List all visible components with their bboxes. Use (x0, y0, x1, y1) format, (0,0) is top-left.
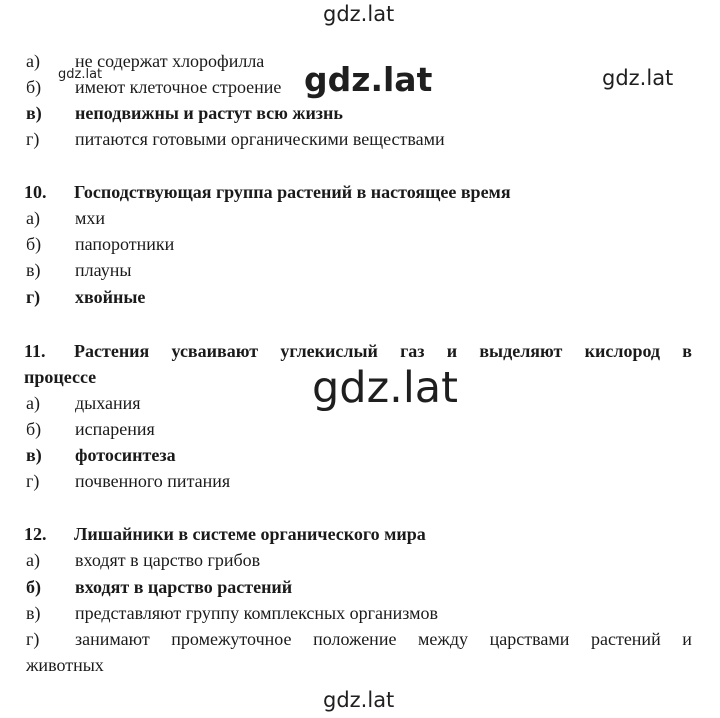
watermark-large: gdz.lat (304, 60, 433, 99)
option-letter: а) (26, 393, 40, 413)
option-letter: г) (26, 129, 40, 149)
option-word: царствами (489, 629, 570, 649)
option-word: положение (313, 629, 397, 649)
question-text: Господствующая группа растений в настоящее время (74, 182, 511, 202)
question-word: газ (400, 341, 425, 361)
option-letter: б) (26, 234, 42, 254)
option-letter: а) (26, 550, 40, 570)
option-d-words (75, 626, 692, 652)
question-number: 12. (24, 524, 47, 544)
option-text: папоротники (75, 234, 175, 254)
option-text: фотосинтеза (75, 445, 176, 465)
option-word: между (418, 629, 469, 649)
q12-option-d (26, 626, 692, 652)
option-word: и (682, 629, 692, 649)
option-text: почвенного питания (75, 471, 231, 491)
option-word: растений (590, 629, 661, 649)
option-text: хвойные (75, 287, 146, 307)
option-text: имеют клеточное строение (75, 77, 282, 97)
q12-option-d-continuation: животных (26, 655, 104, 675)
option-text: не содержат хлорофилла (75, 51, 265, 71)
question-word: в (682, 341, 692, 361)
option-letter: б) (26, 577, 41, 597)
option-text: плауны (75, 260, 132, 280)
option-letter: в) (26, 260, 41, 280)
option-letter: в) (26, 603, 41, 623)
question-word: кислород (584, 341, 661, 361)
question-11-line-1 (24, 338, 692, 364)
option-letter: в) (26, 103, 42, 123)
option-letter: б) (26, 77, 42, 97)
option-text: входят в царство грибов (75, 550, 261, 570)
question-word: и (446, 341, 458, 361)
option-text: испарения (75, 419, 155, 439)
watermark-small: gdz.lat (58, 67, 103, 82)
option-letter: г) (26, 287, 41, 307)
option-text: мхи (75, 208, 106, 228)
option-letter: б) (26, 419, 42, 439)
watermark-bottom: gdz.lat (323, 688, 395, 712)
option-word: занимают (75, 629, 150, 649)
option-text: питаются готовыми органическими веществами (75, 129, 445, 149)
option-letter: г) (26, 629, 40, 649)
option-text: входят в царство растений (75, 577, 293, 597)
question-word: выделяют (479, 341, 563, 361)
watermark-center: gdz.lat (312, 363, 458, 413)
question-word: углекислый (280, 341, 378, 361)
option-letter: а) (26, 208, 40, 228)
option-word: промежуточное (171, 629, 292, 649)
question-11-line-2: процессе (24, 367, 97, 387)
question-number: 11. (24, 341, 46, 361)
option-letter: в) (26, 445, 42, 465)
question-number: 10. (24, 182, 47, 202)
question-word: усваивают (171, 341, 259, 361)
watermark-right: gdz.lat (602, 66, 674, 90)
question-11-words (74, 338, 692, 364)
option-text: дыхания (75, 393, 141, 413)
watermark-top: gdz.lat (323, 2, 395, 26)
option-text: представляют группу комплексных организмов (75, 603, 438, 623)
question-text: Лишайники в системе органического мира (74, 524, 426, 544)
option-text: неподвижны и растут всю жизнь (75, 103, 343, 123)
question-word: Растения (74, 341, 150, 361)
option-letter: а) (26, 51, 40, 71)
option-letter: г) (26, 471, 40, 491)
